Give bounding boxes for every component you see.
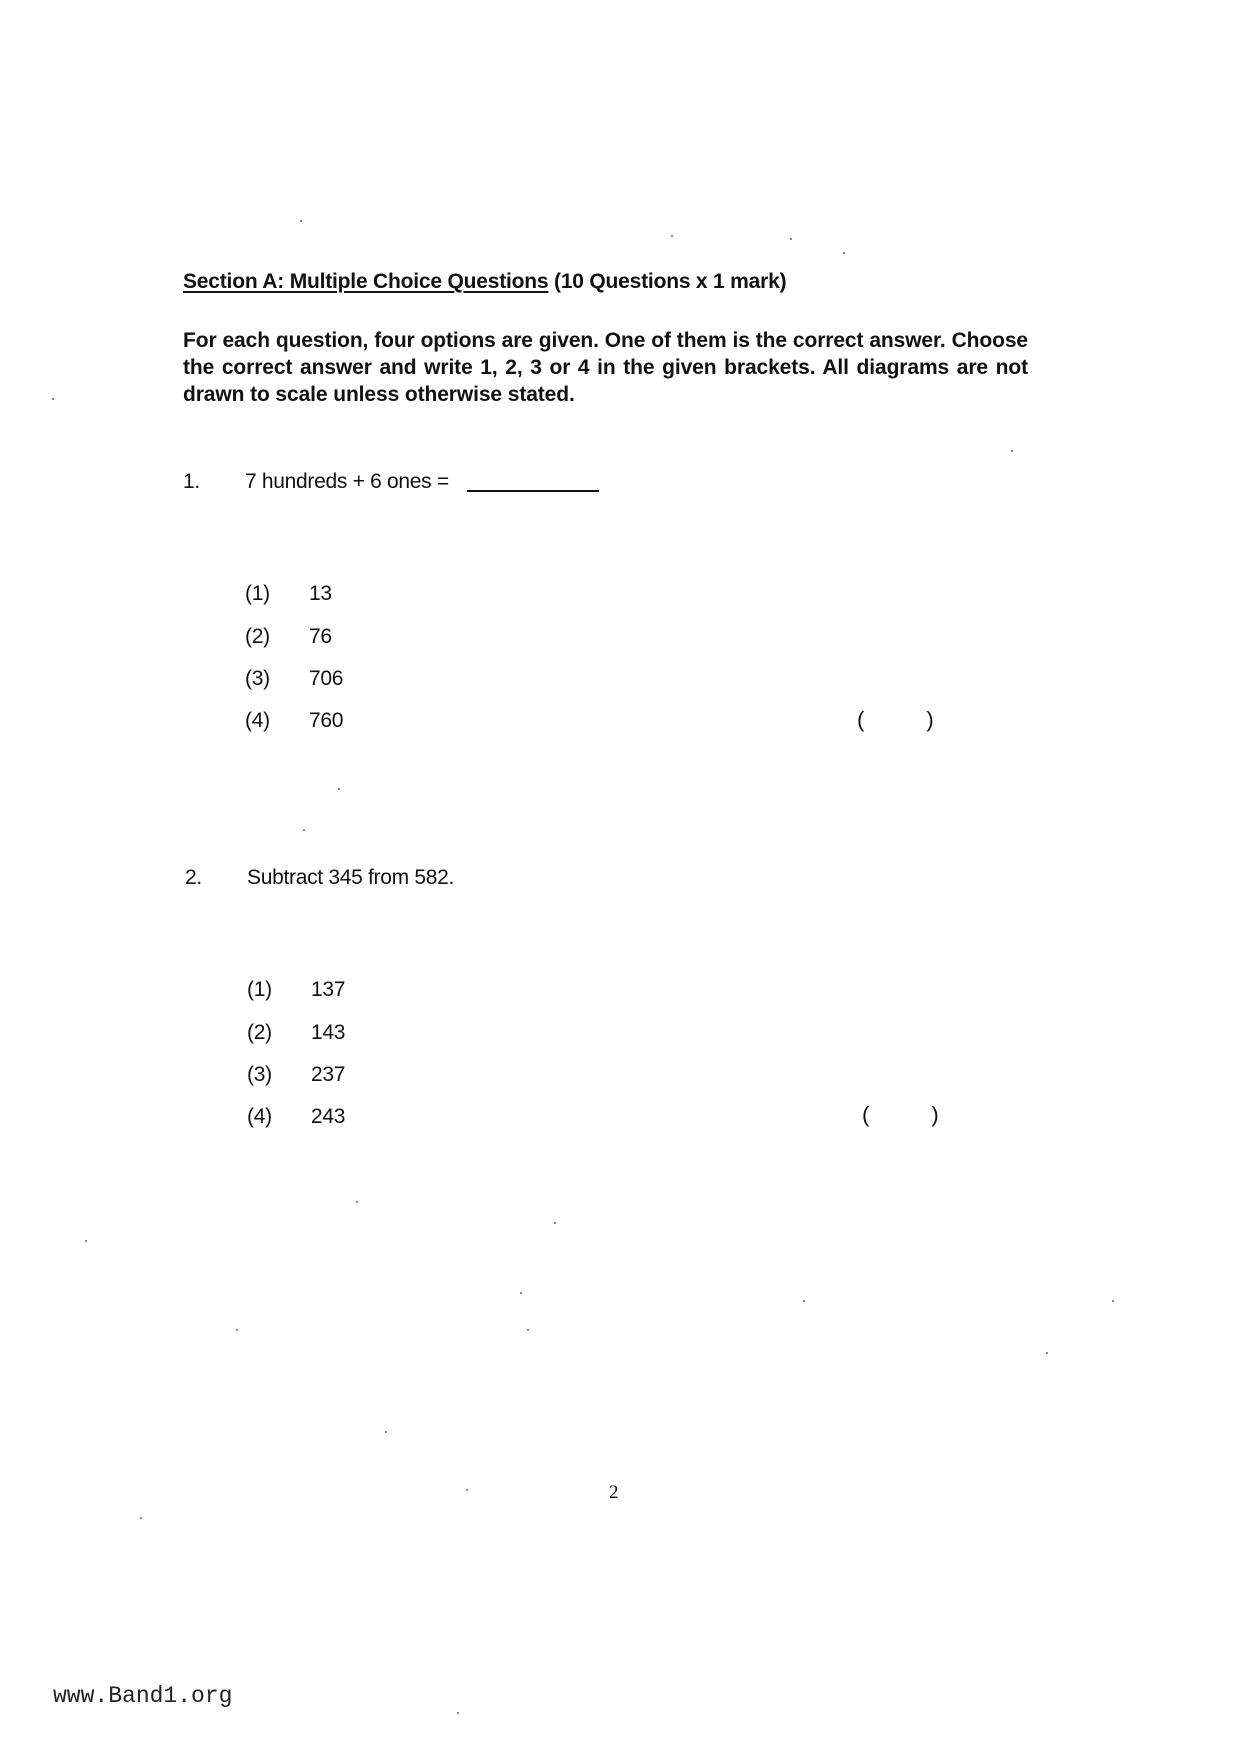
answer-bracket-1[interactable] bbox=[857, 707, 934, 733]
option-1 bbox=[247, 978, 345, 1002]
section-title: Section A: Multiple Choice Questions bbox=[183, 270, 549, 293]
option-value: 760 bbox=[309, 709, 344, 732]
question-2 bbox=[185, 866, 1085, 1136]
option-3 bbox=[245, 667, 343, 691]
option-value: 237 bbox=[311, 1063, 346, 1086]
option-label: (3) bbox=[247, 1063, 272, 1086]
bracket-close: ) bbox=[931, 1102, 939, 1127]
option-label: (3) bbox=[245, 667, 270, 690]
question-text bbox=[245, 470, 599, 494]
option-label: (4) bbox=[247, 1105, 272, 1128]
option-value: 13 bbox=[309, 582, 332, 605]
answer-blank bbox=[467, 490, 599, 492]
option-value: 706 bbox=[309, 667, 344, 690]
bracket-open: ( bbox=[862, 1102, 870, 1127]
option-value: 143 bbox=[311, 1021, 346, 1044]
question-number: 2. bbox=[185, 866, 202, 889]
question-text: Subtract 345 from 582. bbox=[247, 866, 455, 889]
page-number: 2 bbox=[609, 1482, 619, 1503]
option-label: (1) bbox=[245, 582, 270, 605]
question-prompt: 7 hundreds + 6 ones = bbox=[245, 470, 449, 493]
option-value: 243 bbox=[311, 1105, 346, 1128]
answer-bracket-2[interactable] bbox=[862, 1102, 939, 1128]
option-4 bbox=[245, 709, 343, 733]
option-label: (2) bbox=[245, 625, 270, 648]
option-4 bbox=[247, 1105, 345, 1129]
instructions: For each question, four options are given. One of them is the correct answer. Choose the correct answer and write 1, 2, 3 or 4 in the given brackets. All diagrams are not drawn to scale unless otherwise stated. bbox=[183, 329, 1028, 406]
option-3 bbox=[247, 1063, 345, 1087]
option-value: 137 bbox=[311, 978, 346, 1001]
option-value: 76 bbox=[309, 625, 332, 648]
question-1 bbox=[183, 470, 1083, 740]
watermark: www.Band1.org bbox=[53, 1683, 233, 1709]
bracket-close: ) bbox=[926, 707, 934, 732]
option-2 bbox=[245, 625, 332, 649]
option-label: (1) bbox=[247, 978, 272, 1001]
bracket-open: ( bbox=[857, 707, 865, 732]
option-label: (2) bbox=[247, 1021, 272, 1044]
section-marks: (10 Questions x 1 mark) bbox=[554, 270, 787, 293]
option-1 bbox=[245, 582, 332, 606]
option-label: (4) bbox=[245, 709, 270, 732]
option-2 bbox=[247, 1021, 345, 1045]
section-heading bbox=[183, 270, 786, 294]
question-number: 1. bbox=[183, 470, 200, 493]
